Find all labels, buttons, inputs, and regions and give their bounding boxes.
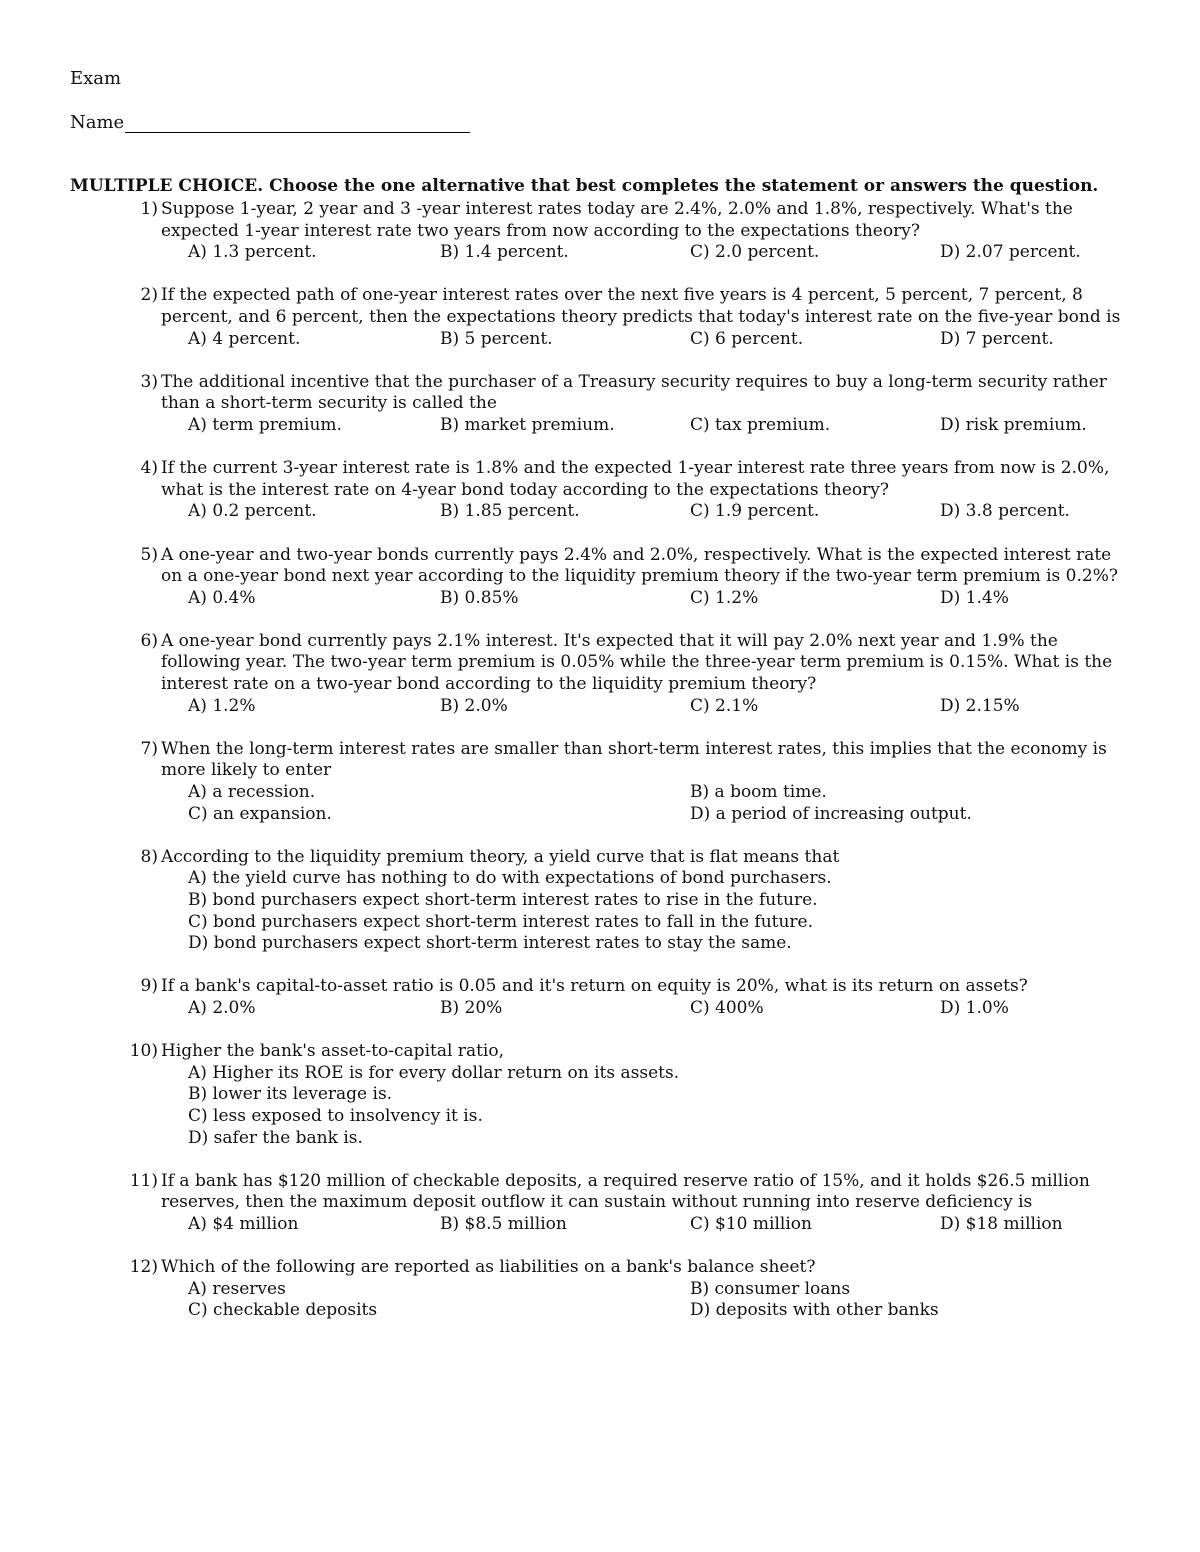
question-stem <box>161 739 1161 782</box>
answer-options <box>0 782 1200 825</box>
answer-option-d: D) 3.8 percent. <box>940 501 1070 522</box>
question-list <box>0 199 1200 1343</box>
answer-options <box>0 1063 1200 1149</box>
answer-option-c: C) 1.9 percent. <box>690 501 820 522</box>
answer-option-a: A) a recession. <box>188 782 316 803</box>
answer-option-a: A) term premium. <box>188 414 342 435</box>
answer-option-c: C) 6 percent. <box>690 328 804 349</box>
answer-option-b: B) $8.5 million <box>440 1213 567 1234</box>
question-stem <box>161 285 1161 328</box>
stem-line: Suppose 1-year, 2 year and 3 -year interest rates today are 2.4%, 2.0% and 1.8%, respectively. What's the <box>161 199 1073 219</box>
question-11 <box>0 1171 1200 1236</box>
stem-line: According to the liquidity premium theory, a yield curve that is flat means that <box>161 846 840 867</box>
answer-option-c: C) tax premium. <box>690 414 831 435</box>
question-stem <box>161 1171 1161 1214</box>
name-label: Name <box>70 112 125 133</box>
answer-options <box>0 696 1200 718</box>
answer-option-c: C) 2.1% <box>690 695 759 716</box>
question-6 <box>0 631 1200 717</box>
answer-options <box>0 1214 1200 1236</box>
stem-line: If a bank's capital-to-asset ratio is 0.05 and it's return on equity is 20%, what is its return on assets? <box>161 976 1028 997</box>
answer-option-c: C) less exposed to insolvency it is. <box>188 1105 483 1126</box>
question-number: 2) <box>140 285 158 306</box>
answer-options <box>0 868 1200 954</box>
stem-line: following year. The two-year term premium is 0.05% while the three-year term premium is 0.15%. What is the <box>161 652 1113 673</box>
question-stem <box>161 976 1161 998</box>
answer-option-a: A) 0.4% <box>188 587 256 608</box>
answer-option-b: B) a boom time. <box>690 782 827 803</box>
answer-option-a: A) $4 million <box>188 1213 299 1234</box>
question-9 <box>0 976 1200 1019</box>
question-stem <box>161 1041 1161 1063</box>
question-1 <box>0 199 1200 264</box>
answer-option-d: D) deposits with other banks <box>690 1300 939 1321</box>
answer-options <box>0 1279 1200 1322</box>
question-stem <box>161 847 1161 869</box>
answer-option-b: B) consumer loans <box>690 1278 851 1299</box>
stem-line: If a bank has $120 million of checkable deposits, a required reserve ratio of 15%, and it holds $26.5 million <box>161 1170 1090 1191</box>
answer-options <box>0 501 1200 523</box>
stem-line: more likely to enter <box>161 760 332 781</box>
answer-option-a: A) 0.2 percent. <box>188 501 317 522</box>
answer-option-a: A) reserves <box>188 1278 286 1299</box>
question-4 <box>0 458 1200 523</box>
stem-line: expected 1-year interest rate two years from now according to the expectations theory? <box>161 220 920 241</box>
question-number: 4) <box>140 458 158 479</box>
question-number: 9) <box>140 976 158 997</box>
question-stem <box>161 1257 1161 1279</box>
stem-line: than a short-term security is called the <box>161 393 497 414</box>
answer-option-d: D) $18 million <box>940 1213 1063 1234</box>
answer-option-c: C) 2.0 percent. <box>690 242 820 263</box>
answer-options <box>0 329 1200 351</box>
question-number: 12) <box>129 1257 158 1278</box>
question-number: 1) <box>140 199 158 219</box>
exam-title: Exam <box>70 68 122 89</box>
answer-option-b: B) 1.85 percent. <box>440 501 580 522</box>
answer-option-c: C) $10 million <box>690 1213 812 1234</box>
answer-option-a: A) the yield curve has nothing to do with expectations of bond purchasers. <box>188 868 832 889</box>
answer-option-b: B) lower its leverage is. <box>188 1084 393 1105</box>
answer-option-b: B) bond purchasers expect short-term interest rates to rise in the future. <box>188 890 818 910</box>
question-10 <box>0 1041 1200 1149</box>
answer-options <box>0 242 1200 264</box>
answer-options <box>0 588 1200 610</box>
answer-option-a: A) 4 percent. <box>188 328 301 349</box>
answer-option-c: C) 1.2% <box>690 587 759 608</box>
answer-option-d: D) a period of increasing output. <box>690 803 972 824</box>
answer-option-c: C) 400% <box>690 997 764 1018</box>
question-2 <box>0 285 1200 350</box>
stem-line: Higher the bank's asset-to-capital ratio, <box>161 1041 504 1062</box>
answer-option-d: D) 2.07 percent. <box>940 242 1081 263</box>
question-stem <box>161 199 1161 242</box>
question-5 <box>0 545 1200 610</box>
question-stem <box>161 372 1161 415</box>
question-3 <box>0 372 1200 437</box>
question-stem <box>161 458 1161 501</box>
stem-line: interest rate on a two-year bond according to the liquidity premium theory? <box>161 674 817 695</box>
section-instructions: MULTIPLE CHOICE. Choose the one alternative that best completes the statement or answers the question. <box>70 176 1099 196</box>
stem-line: If the current 3-year interest rate is 1.8% and the expected 1-year interest rate three years from now is 2.0%, <box>161 458 1110 479</box>
stem-line: A one-year bond currently pays 2.1% interest. It's expected that it will pay 2.0% next year and 1.9% the <box>161 630 1058 651</box>
stem-line: Which of the following are reported as liabilities on a bank's balance sheet? <box>161 1257 816 1278</box>
stem-line: A one-year and two-year bonds currently pays 2.4% and 2.0%, respectively. What is the expected interest rate <box>161 544 1112 565</box>
answer-options <box>0 998 1200 1020</box>
answer-option-a: A) 2.0% <box>188 997 256 1018</box>
stem-line: percent, and 6 percent, then the expectations theory predicts that today's interest rate on the five-year bond is <box>161 306 1121 327</box>
answer-option-d: D) 1.0% <box>940 997 1009 1018</box>
question-number: 11) <box>129 1170 158 1191</box>
question-number: 3) <box>140 371 158 392</box>
answer-option-b: B) 20% <box>440 997 503 1018</box>
answer-option-a: A) Higher its ROE is for every dollar return on its assets. <box>188 1062 680 1083</box>
stem-line: When the long-term interest rates are smaller than short-term interest rates, this implies that the economy is <box>161 738 1107 759</box>
question-number: 10) <box>129 1041 158 1062</box>
stem-line: If the expected path of one-year interest rates over the next five years is 4 percent, 5 percent, 7 percent, 8 <box>161 285 1083 306</box>
answer-option-c: C) bond purchasers expect short-term interest rates to fall in the future. <box>188 911 814 932</box>
answer-option-b: B) 0.85% <box>440 587 519 608</box>
question-number: 8) <box>140 846 158 867</box>
name-row <box>70 112 470 133</box>
stem-line: The additional incentive that the purchaser of a Treasury security requires to buy a long-term security rather <box>161 371 1107 392</box>
answer-option-b: B) market premium. <box>440 414 615 435</box>
answer-option-d: D) risk premium. <box>940 414 1087 435</box>
question-12 <box>0 1257 1200 1322</box>
question-8 <box>0 847 1200 955</box>
answer-option-b: B) 1.4 percent. <box>440 242 569 263</box>
answer-option-d: D) safer the bank is. <box>188 1127 363 1148</box>
answer-option-a: A) 1.2% <box>188 695 256 716</box>
stem-line: what is the interest rate on 4-year bond today according to the expectations theory? <box>161 479 889 500</box>
answer-option-a: A) 1.3 percent. <box>188 242 317 263</box>
stem-line: on a one-year bond next year according to the liquidity premium theory if the two-year term premium is 0.2%? <box>161 566 1118 587</box>
question-number: 5) <box>140 544 158 565</box>
answer-options <box>0 415 1200 437</box>
name-blank-line <box>125 114 470 133</box>
answer-option-c: C) checkable deposits <box>188 1300 378 1321</box>
answer-option-d: D) bond purchasers expect short-term interest rates to stay the same. <box>188 933 792 954</box>
answer-option-d: D) 1.4% <box>940 587 1009 608</box>
answer-option-c: C) an expansion. <box>188 803 332 824</box>
answer-option-b: B) 5 percent. <box>440 328 553 349</box>
answer-option-d: D) 7 percent. <box>940 328 1054 349</box>
question-stem <box>161 631 1161 696</box>
question-stem <box>161 545 1161 588</box>
question-number: 6) <box>140 630 158 651</box>
stem-line: reserves, then the maximum deposit outflow it can sustain without running into reserve deficiency is <box>161 1192 1033 1213</box>
answer-option-d: D) 2.15% <box>940 695 1020 716</box>
question-number: 7) <box>140 738 158 759</box>
question-7 <box>0 739 1200 825</box>
answer-option-b: B) 2.0% <box>440 695 508 716</box>
